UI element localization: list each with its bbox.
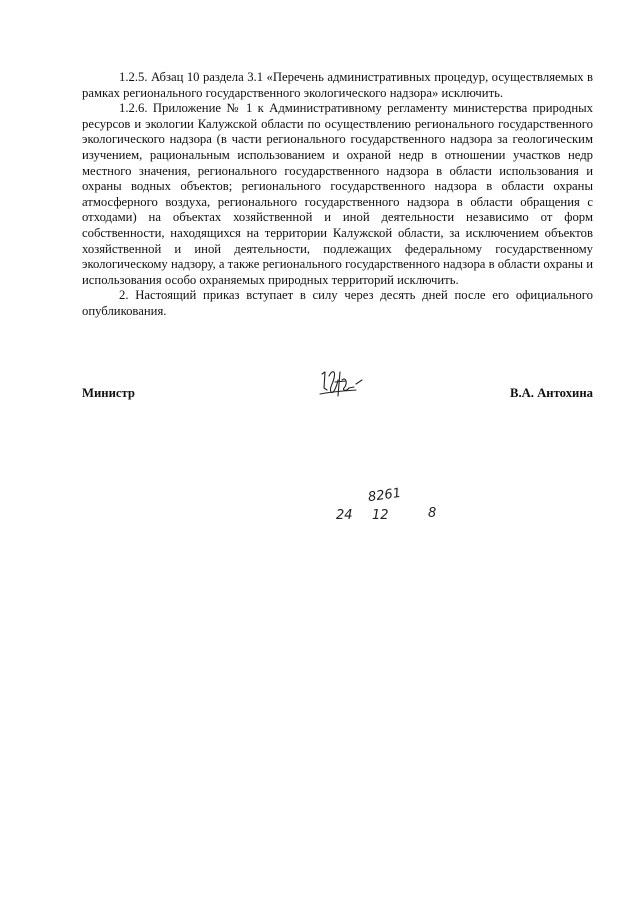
paragraph-1-2-6: 1.2.6. Приложение № 1 к Административному регламенту министерства природных ресурсов и экологии Калужской области по осуществлению регионального государственного экологического надзора (в части регионального государственного надзора за геологическим изучением, рациональным использованием и охраной недр в отношении участков недр местного значения, регионального государственного надзора в области использования и охраны водных объектов; регионального государственного надзора в области охраны атмосферного воздуха, регионального государственного надзора в области обращения с отходами) на объектах хозяйственной и иной деятельности независимо от форм собственности, находящихся на территории Калужской области, за исключением объектов хозяйственной и иной деятельности, подлежащих федеральному государственному экологическому надзору, а также регионального государственного надзора в области охраны и использования особо охраняемых природных территорий исключить. [82, 101, 593, 287]
signatory-name: В.А. Антохина [509, 386, 593, 400]
document-body [82, 70, 593, 320]
registration-stamp [336, 485, 456, 532]
paragraph-2: 2. Настоящий приказ вступает в силу через десять дней после его официального опубликования. [82, 288, 593, 318]
registration-year: 8 [428, 506, 437, 521]
paragraph-1-2-5: 1.2.5. Абзац 10 раздела 3.1 «Перечень административных процедур, осуществляемых в рамках регионального государственного экологического надзора» исключить. [82, 70, 593, 100]
signature-block [82, 386, 593, 404]
signatory-title: Министр [82, 386, 135, 400]
registration-number: 8261 [367, 485, 402, 506]
registration-month: 12 [372, 508, 389, 523]
registration-day: 24 [336, 508, 353, 523]
